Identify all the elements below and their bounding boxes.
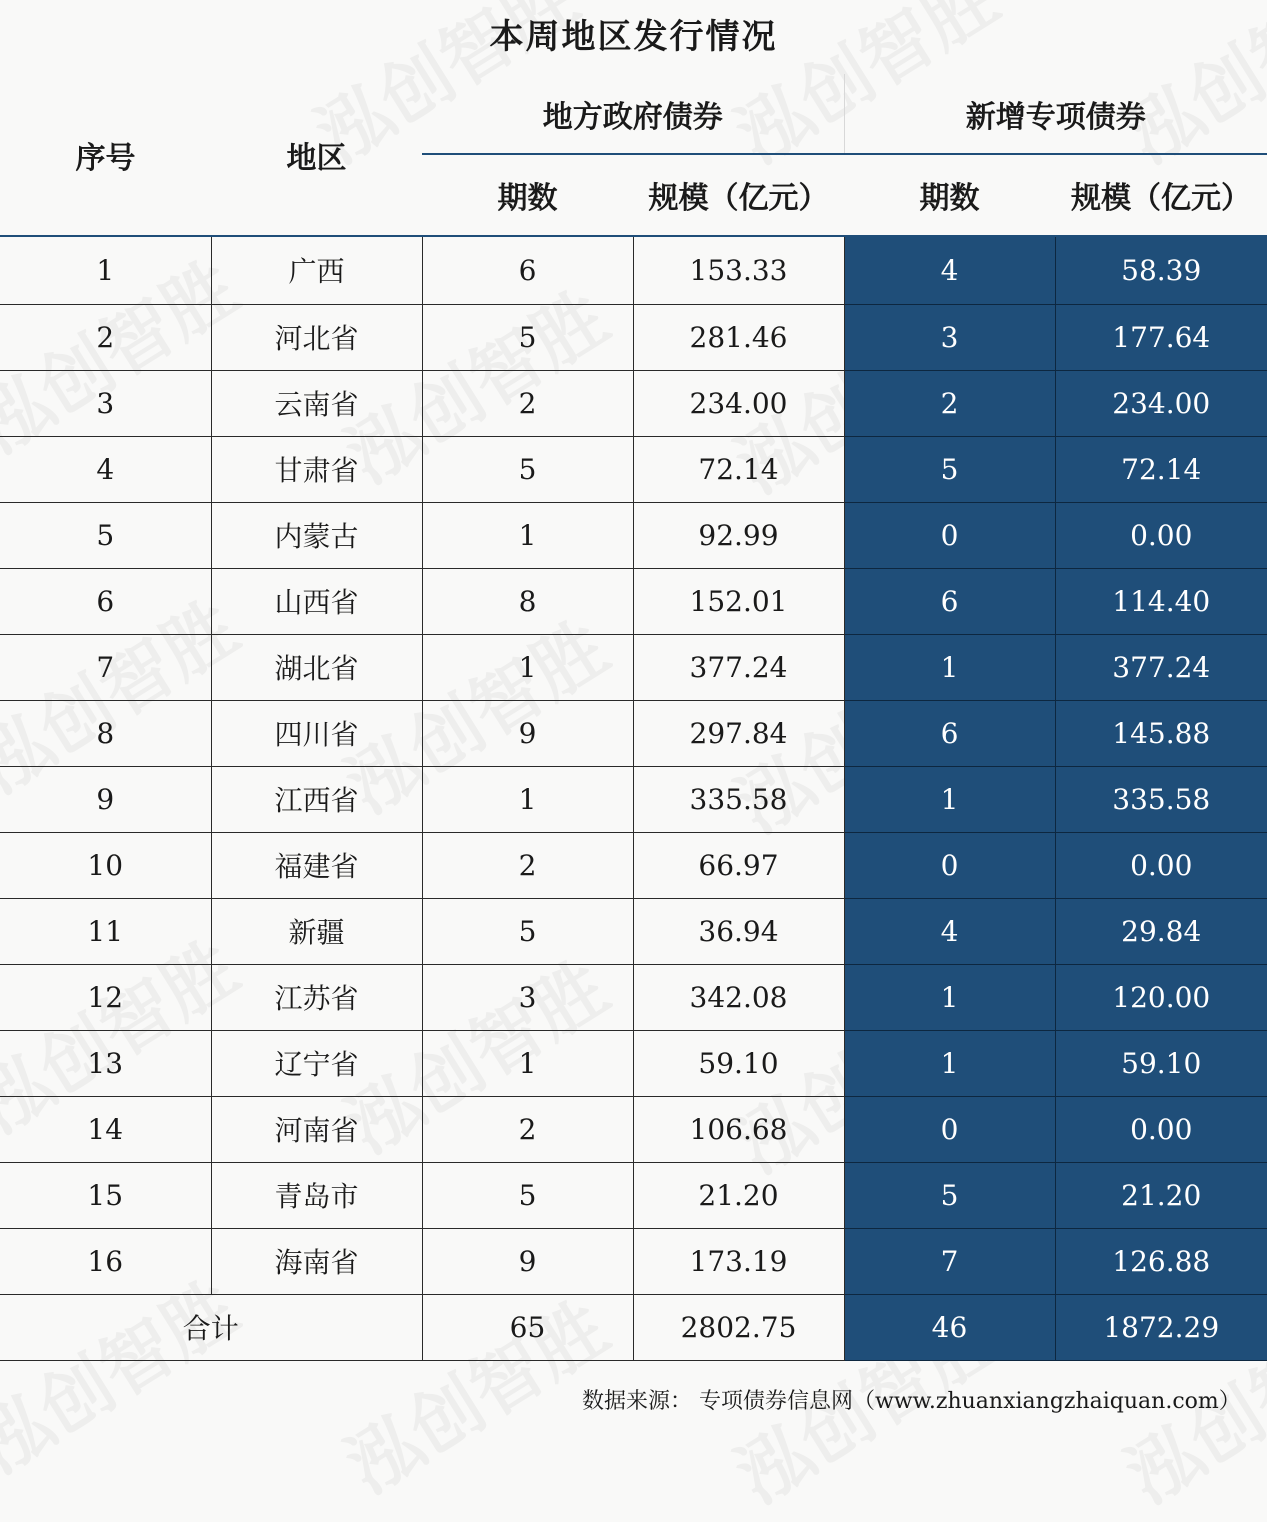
header-row-group bbox=[0, 74, 1267, 154]
cell-special-count: 0 bbox=[844, 1096, 1055, 1162]
cell-region: 新疆 bbox=[211, 898, 422, 964]
header-special-scale: 规模（亿元） bbox=[1055, 154, 1267, 236]
cell-index: 16 bbox=[0, 1228, 211, 1294]
cell-region: 福建省 bbox=[211, 832, 422, 898]
total-local-scale: 2802.75 bbox=[633, 1294, 844, 1360]
cell-local-count: 6 bbox=[422, 236, 633, 304]
table-row bbox=[0, 568, 1267, 634]
cell-local-scale: 281.46 bbox=[633, 304, 844, 370]
cell-special-scale: 234.00 bbox=[1055, 370, 1267, 436]
cell-local-count: 5 bbox=[422, 436, 633, 502]
cell-local-count: 1 bbox=[422, 502, 633, 568]
cell-special-count: 1 bbox=[844, 964, 1055, 1030]
cell-special-scale: 0.00 bbox=[1055, 502, 1267, 568]
cell-local-count: 8 bbox=[422, 568, 633, 634]
cell-region: 江西省 bbox=[211, 766, 422, 832]
cell-index: 1 bbox=[0, 236, 211, 304]
cell-index: 11 bbox=[0, 898, 211, 964]
cell-index: 9 bbox=[0, 766, 211, 832]
cell-special-scale: 145.88 bbox=[1055, 700, 1267, 766]
cell-special-scale: 29.84 bbox=[1055, 898, 1267, 964]
cell-special-count: 1 bbox=[844, 1030, 1055, 1096]
cell-region: 河南省 bbox=[211, 1096, 422, 1162]
cell-special-scale: 0.00 bbox=[1055, 1096, 1267, 1162]
cell-special-scale: 335.58 bbox=[1055, 766, 1267, 832]
table-row bbox=[0, 964, 1267, 1030]
cell-index: 15 bbox=[0, 1162, 211, 1228]
table-row bbox=[0, 436, 1267, 502]
cell-index: 10 bbox=[0, 832, 211, 898]
table-row bbox=[0, 502, 1267, 568]
cell-local-scale: 66.97 bbox=[633, 832, 844, 898]
cell-local-scale: 106.68 bbox=[633, 1096, 844, 1162]
cell-special-count: 7 bbox=[844, 1228, 1055, 1294]
cell-local-count: 1 bbox=[422, 1030, 633, 1096]
cell-special-count: 0 bbox=[844, 502, 1055, 568]
cell-local-scale: 92.99 bbox=[633, 502, 844, 568]
cell-region: 云南省 bbox=[211, 370, 422, 436]
cell-region: 河北省 bbox=[211, 304, 422, 370]
cell-local-scale: 21.20 bbox=[633, 1162, 844, 1228]
cell-special-scale: 120.00 bbox=[1055, 964, 1267, 1030]
cell-special-scale: 0.00 bbox=[1055, 832, 1267, 898]
cell-special-scale: 126.88 bbox=[1055, 1228, 1267, 1294]
total-local-count: 65 bbox=[422, 1294, 633, 1360]
cell-local-scale: 173.19 bbox=[633, 1228, 844, 1294]
cell-region: 山西省 bbox=[211, 568, 422, 634]
cell-special-count: 4 bbox=[844, 898, 1055, 964]
header-group-local-bonds: 地方政府债券 bbox=[422, 74, 844, 154]
cell-local-count: 5 bbox=[422, 898, 633, 964]
table-row bbox=[0, 370, 1267, 436]
cell-region: 江苏省 bbox=[211, 964, 422, 1030]
cell-special-scale: 58.39 bbox=[1055, 236, 1267, 304]
cell-special-count: 1 bbox=[844, 766, 1055, 832]
cell-index: 5 bbox=[0, 502, 211, 568]
table-row bbox=[0, 236, 1267, 304]
cell-region: 四川省 bbox=[211, 700, 422, 766]
cell-index: 3 bbox=[0, 370, 211, 436]
table-row bbox=[0, 832, 1267, 898]
cell-local-count: 9 bbox=[422, 700, 633, 766]
cell-local-scale: 72.14 bbox=[633, 436, 844, 502]
cell-special-count: 1 bbox=[844, 634, 1055, 700]
cell-index: 12 bbox=[0, 964, 211, 1030]
table-row bbox=[0, 634, 1267, 700]
header-region: 地区 bbox=[211, 74, 422, 236]
cell-index: 13 bbox=[0, 1030, 211, 1096]
cell-region: 广西 bbox=[211, 236, 422, 304]
total-special-scale: 1872.29 bbox=[1055, 1294, 1267, 1360]
table-row bbox=[0, 898, 1267, 964]
cell-local-count: 5 bbox=[422, 304, 633, 370]
cell-special-count: 6 bbox=[844, 700, 1055, 766]
cell-region: 青岛市 bbox=[211, 1162, 422, 1228]
cell-local-count: 1 bbox=[422, 634, 633, 700]
source-note: 数据来源： 专项债券信息网（www.zhuanxiangzhaiquan.com） bbox=[582, 1389, 1241, 1414]
cell-local-count: 9 bbox=[422, 1228, 633, 1294]
cell-local-scale: 335.58 bbox=[633, 766, 844, 832]
total-special-count: 46 bbox=[844, 1294, 1055, 1360]
header-group-special-bonds: 新增专项债券 bbox=[844, 74, 1267, 154]
cell-index: 2 bbox=[0, 304, 211, 370]
table-row bbox=[0, 1030, 1267, 1096]
table-row bbox=[0, 1228, 1267, 1294]
cell-index: 8 bbox=[0, 700, 211, 766]
cell-special-count: 0 bbox=[844, 832, 1055, 898]
table-row bbox=[0, 700, 1267, 766]
cell-local-scale: 342.08 bbox=[633, 964, 844, 1030]
cell-region: 湖北省 bbox=[211, 634, 422, 700]
cell-index: 7 bbox=[0, 634, 211, 700]
cell-local-count: 2 bbox=[422, 832, 633, 898]
cell-region: 甘肃省 bbox=[211, 436, 422, 502]
cell-special-count: 3 bbox=[844, 304, 1055, 370]
header-local-scale: 规模（亿元） bbox=[633, 154, 844, 236]
cell-special-scale: 72.14 bbox=[1055, 436, 1267, 502]
cell-special-scale: 59.10 bbox=[1055, 1030, 1267, 1096]
cell-local-count: 1 bbox=[422, 766, 633, 832]
cell-region: 海南省 bbox=[211, 1228, 422, 1294]
table-row bbox=[0, 766, 1267, 832]
cell-index: 14 bbox=[0, 1096, 211, 1162]
cell-local-scale: 377.24 bbox=[633, 634, 844, 700]
cell-special-count: 5 bbox=[844, 436, 1055, 502]
total-label: 合计 bbox=[0, 1294, 422, 1360]
cell-local-count: 2 bbox=[422, 1096, 633, 1162]
cell-special-scale: 21.20 bbox=[1055, 1162, 1267, 1228]
cell-special-count: 4 bbox=[844, 236, 1055, 304]
cell-special-count: 2 bbox=[844, 370, 1055, 436]
cell-special-scale: 114.40 bbox=[1055, 568, 1267, 634]
cell-local-scale: 152.01 bbox=[633, 568, 844, 634]
table-row bbox=[0, 1162, 1267, 1228]
cell-local-scale: 36.94 bbox=[633, 898, 844, 964]
cell-local-scale: 234.00 bbox=[633, 370, 844, 436]
cell-local-count: 3 bbox=[422, 964, 633, 1030]
header-special-count: 期数 bbox=[844, 154, 1055, 236]
cell-region: 辽宁省 bbox=[211, 1030, 422, 1096]
cell-local-scale: 297.84 bbox=[633, 700, 844, 766]
cell-special-count: 6 bbox=[844, 568, 1055, 634]
table-row bbox=[0, 304, 1267, 370]
cell-special-count: 5 bbox=[844, 1162, 1055, 1228]
cell-index: 4 bbox=[0, 436, 211, 502]
cell-index: 6 bbox=[0, 568, 211, 634]
total-row bbox=[0, 1294, 1267, 1360]
cell-local-scale: 59.10 bbox=[633, 1030, 844, 1096]
issuance-table bbox=[0, 74, 1267, 1361]
cell-special-scale: 377.24 bbox=[1055, 634, 1267, 700]
table-row bbox=[0, 1096, 1267, 1162]
cell-region: 内蒙古 bbox=[211, 502, 422, 568]
page-title: 本周地区发行情况 bbox=[489, 17, 778, 57]
header-index: 序号 bbox=[0, 74, 211, 236]
cell-local-count: 5 bbox=[422, 1162, 633, 1228]
header-local-count: 期数 bbox=[422, 154, 633, 236]
cell-local-scale: 153.33 bbox=[633, 236, 844, 304]
cell-local-count: 2 bbox=[422, 370, 633, 436]
cell-special-scale: 177.64 bbox=[1055, 304, 1267, 370]
